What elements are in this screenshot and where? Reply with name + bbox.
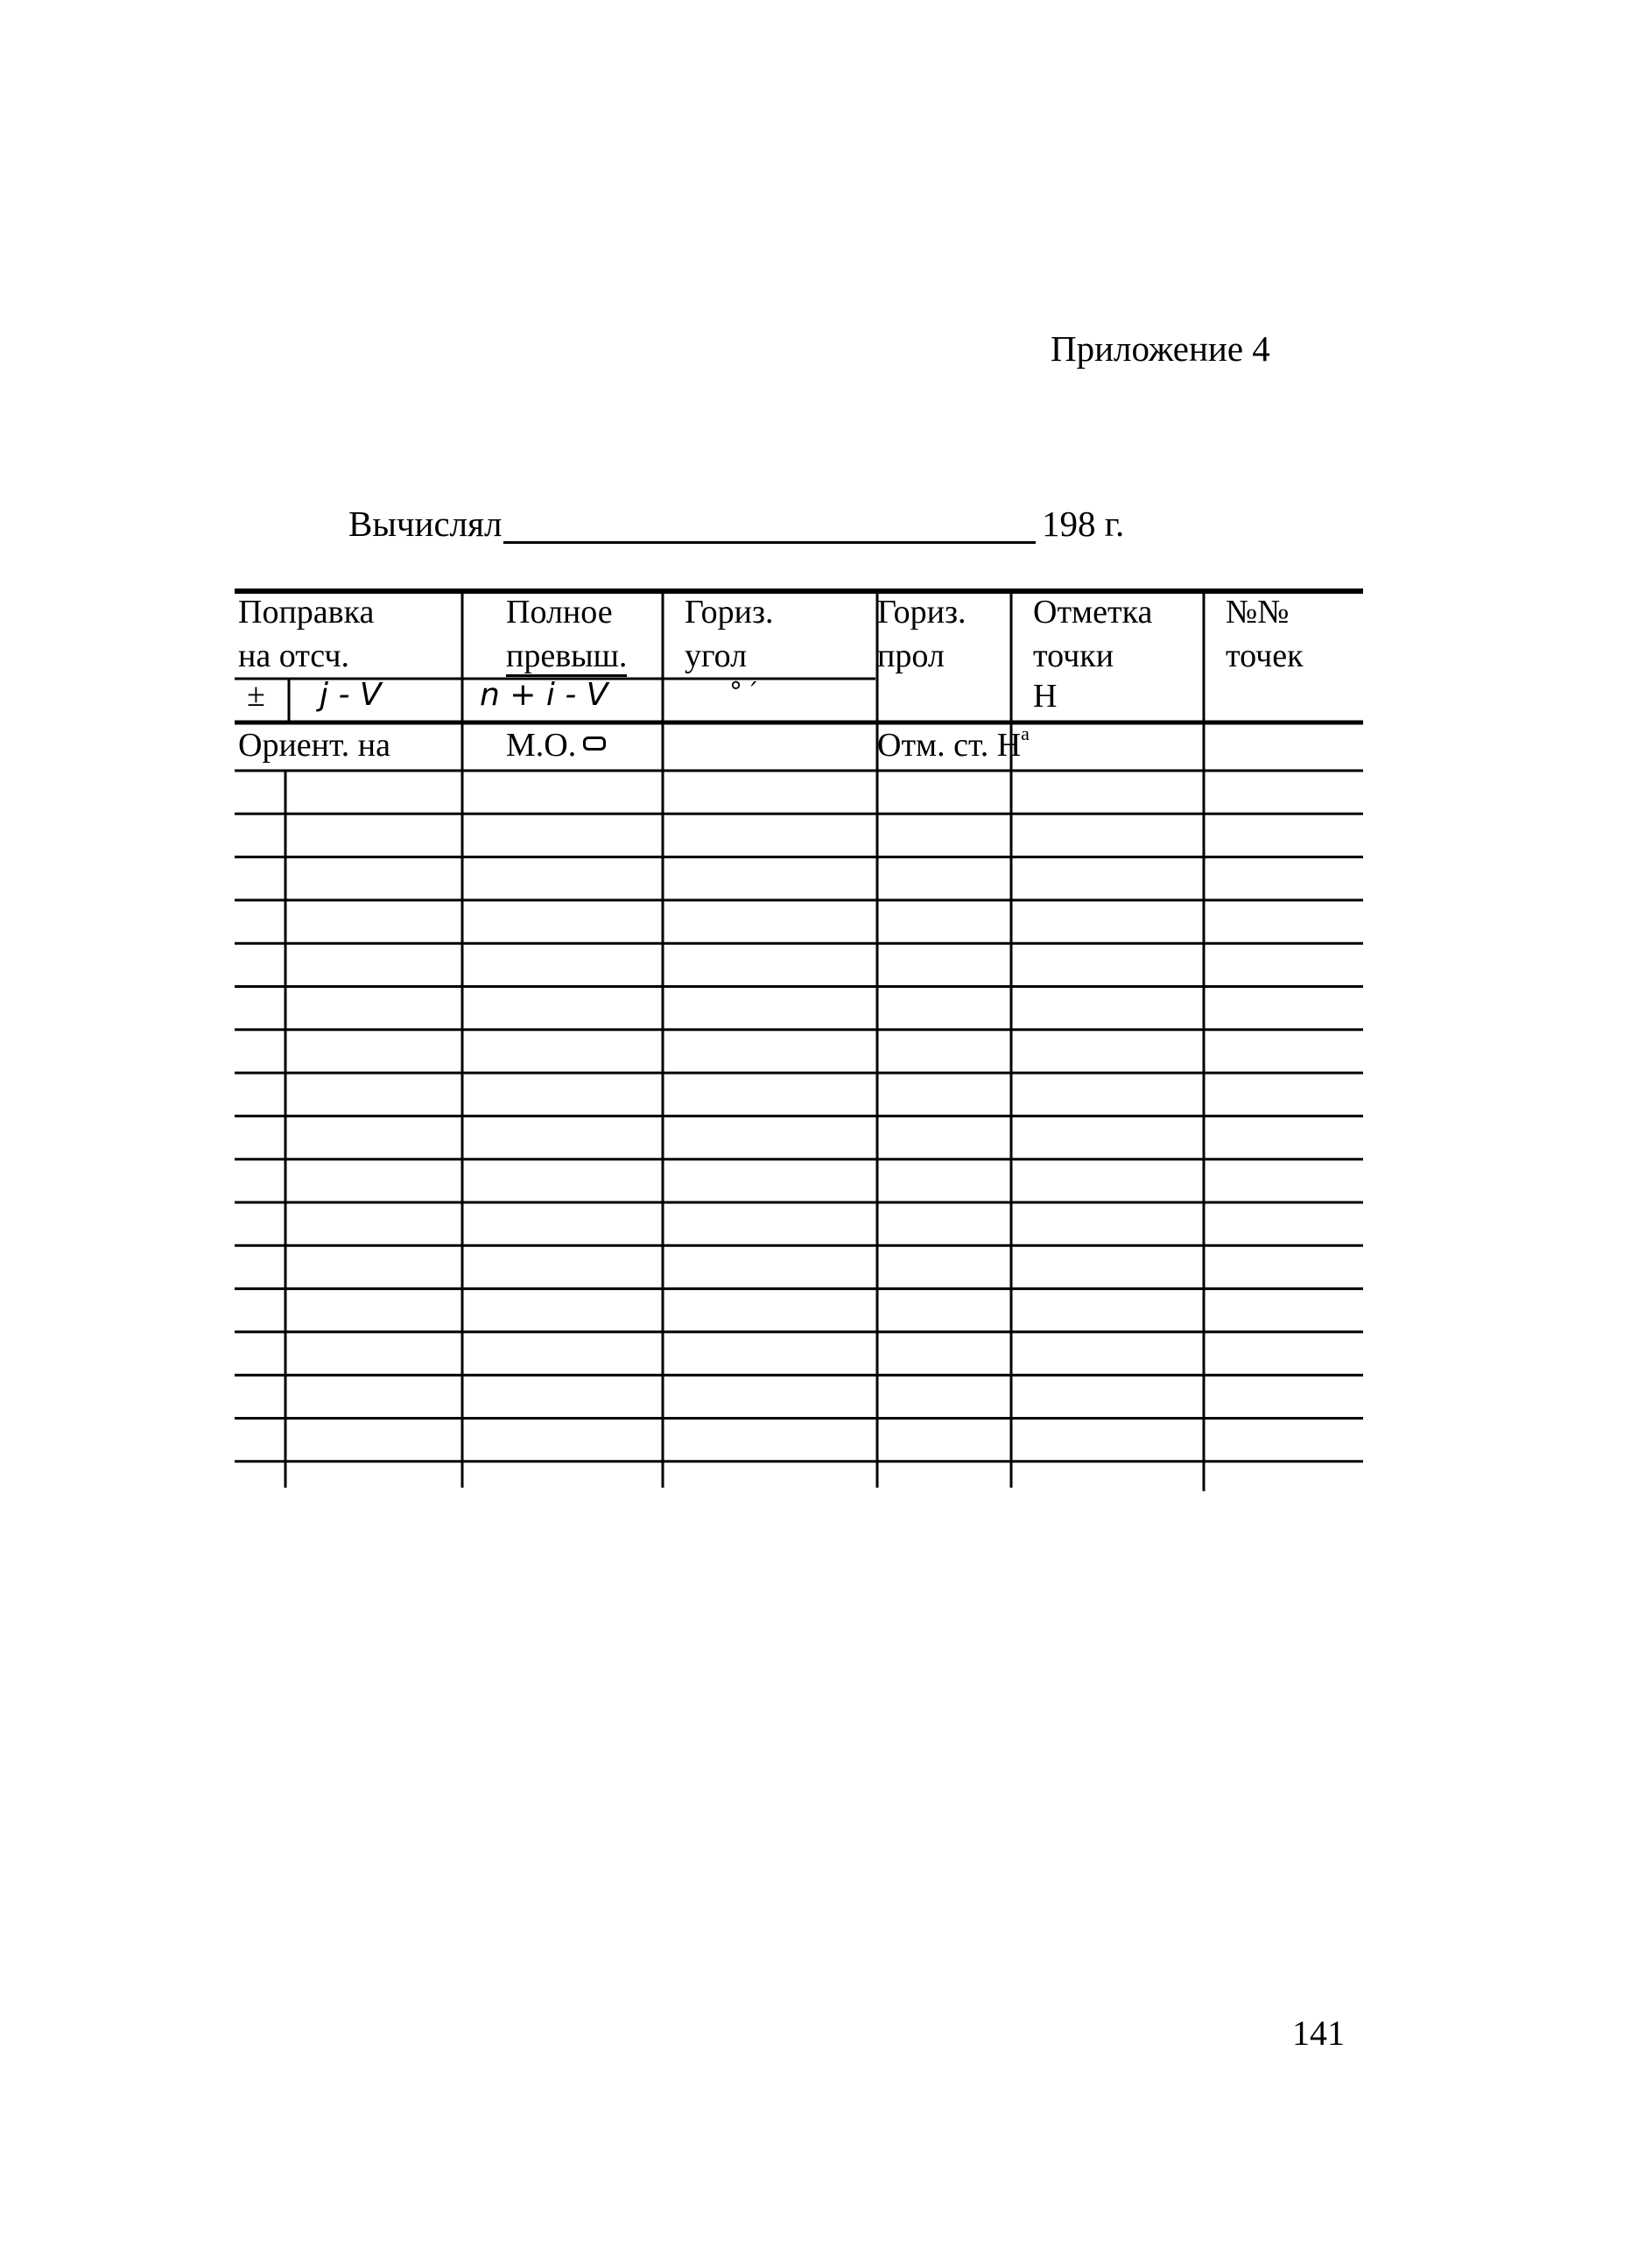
station-elevation-label: Отм. ст. H: [877, 727, 1022, 764]
header-horizontal-angle-line2: угол: [685, 638, 748, 674]
header-full-elevation-line2: превыш.: [506, 639, 627, 677]
header-point-elevation-line2: точки: [1033, 638, 1114, 674]
header-correction-formula: j - V: [320, 677, 382, 713]
page-number: 141: [1292, 2013, 1345, 2053]
header-correction-line2: на отсч.: [238, 638, 349, 674]
header-point-numbers-line2: точек: [1226, 638, 1304, 674]
station-elevation-sup: a: [1021, 722, 1030, 744]
header-full-elevation-formula: n + i - V: [480, 677, 608, 713]
station-elevation-cell: [877, 722, 1030, 764]
computed-by-signature-line[interactable]: [503, 541, 1036, 544]
header-correction-sign: ±: [247, 677, 265, 714]
header-point-numbers-line1: №№: [1226, 594, 1290, 631]
header-point-elevation-line1: Отметка: [1033, 594, 1153, 631]
mo-label-cell: [506, 729, 606, 762]
year-label: 198 г.: [1042, 504, 1125, 544]
header-point-elevation-line3: H: [1033, 678, 1058, 715]
header-horizontal-distance-line1: Гориз.: [877, 594, 967, 631]
header-horizontal-angle-line1: Гориз.: [685, 594, 774, 631]
header-horizontal-distance-line2: прол: [877, 638, 945, 674]
mo-label: М.О.: [506, 727, 577, 764]
header-correction-line1: Поправка: [238, 594, 375, 631]
appendix-title: Приложение 4: [1051, 328, 1270, 369]
orientation-label: Ориент. на: [238, 727, 390, 764]
computed-by-label: Вычислял: [348, 504, 503, 544]
header-horizontal-angle-units: ° ′: [729, 677, 757, 708]
header-full-elevation-line1: Полное: [506, 594, 613, 631]
mo-mark-icon: [583, 736, 606, 750]
